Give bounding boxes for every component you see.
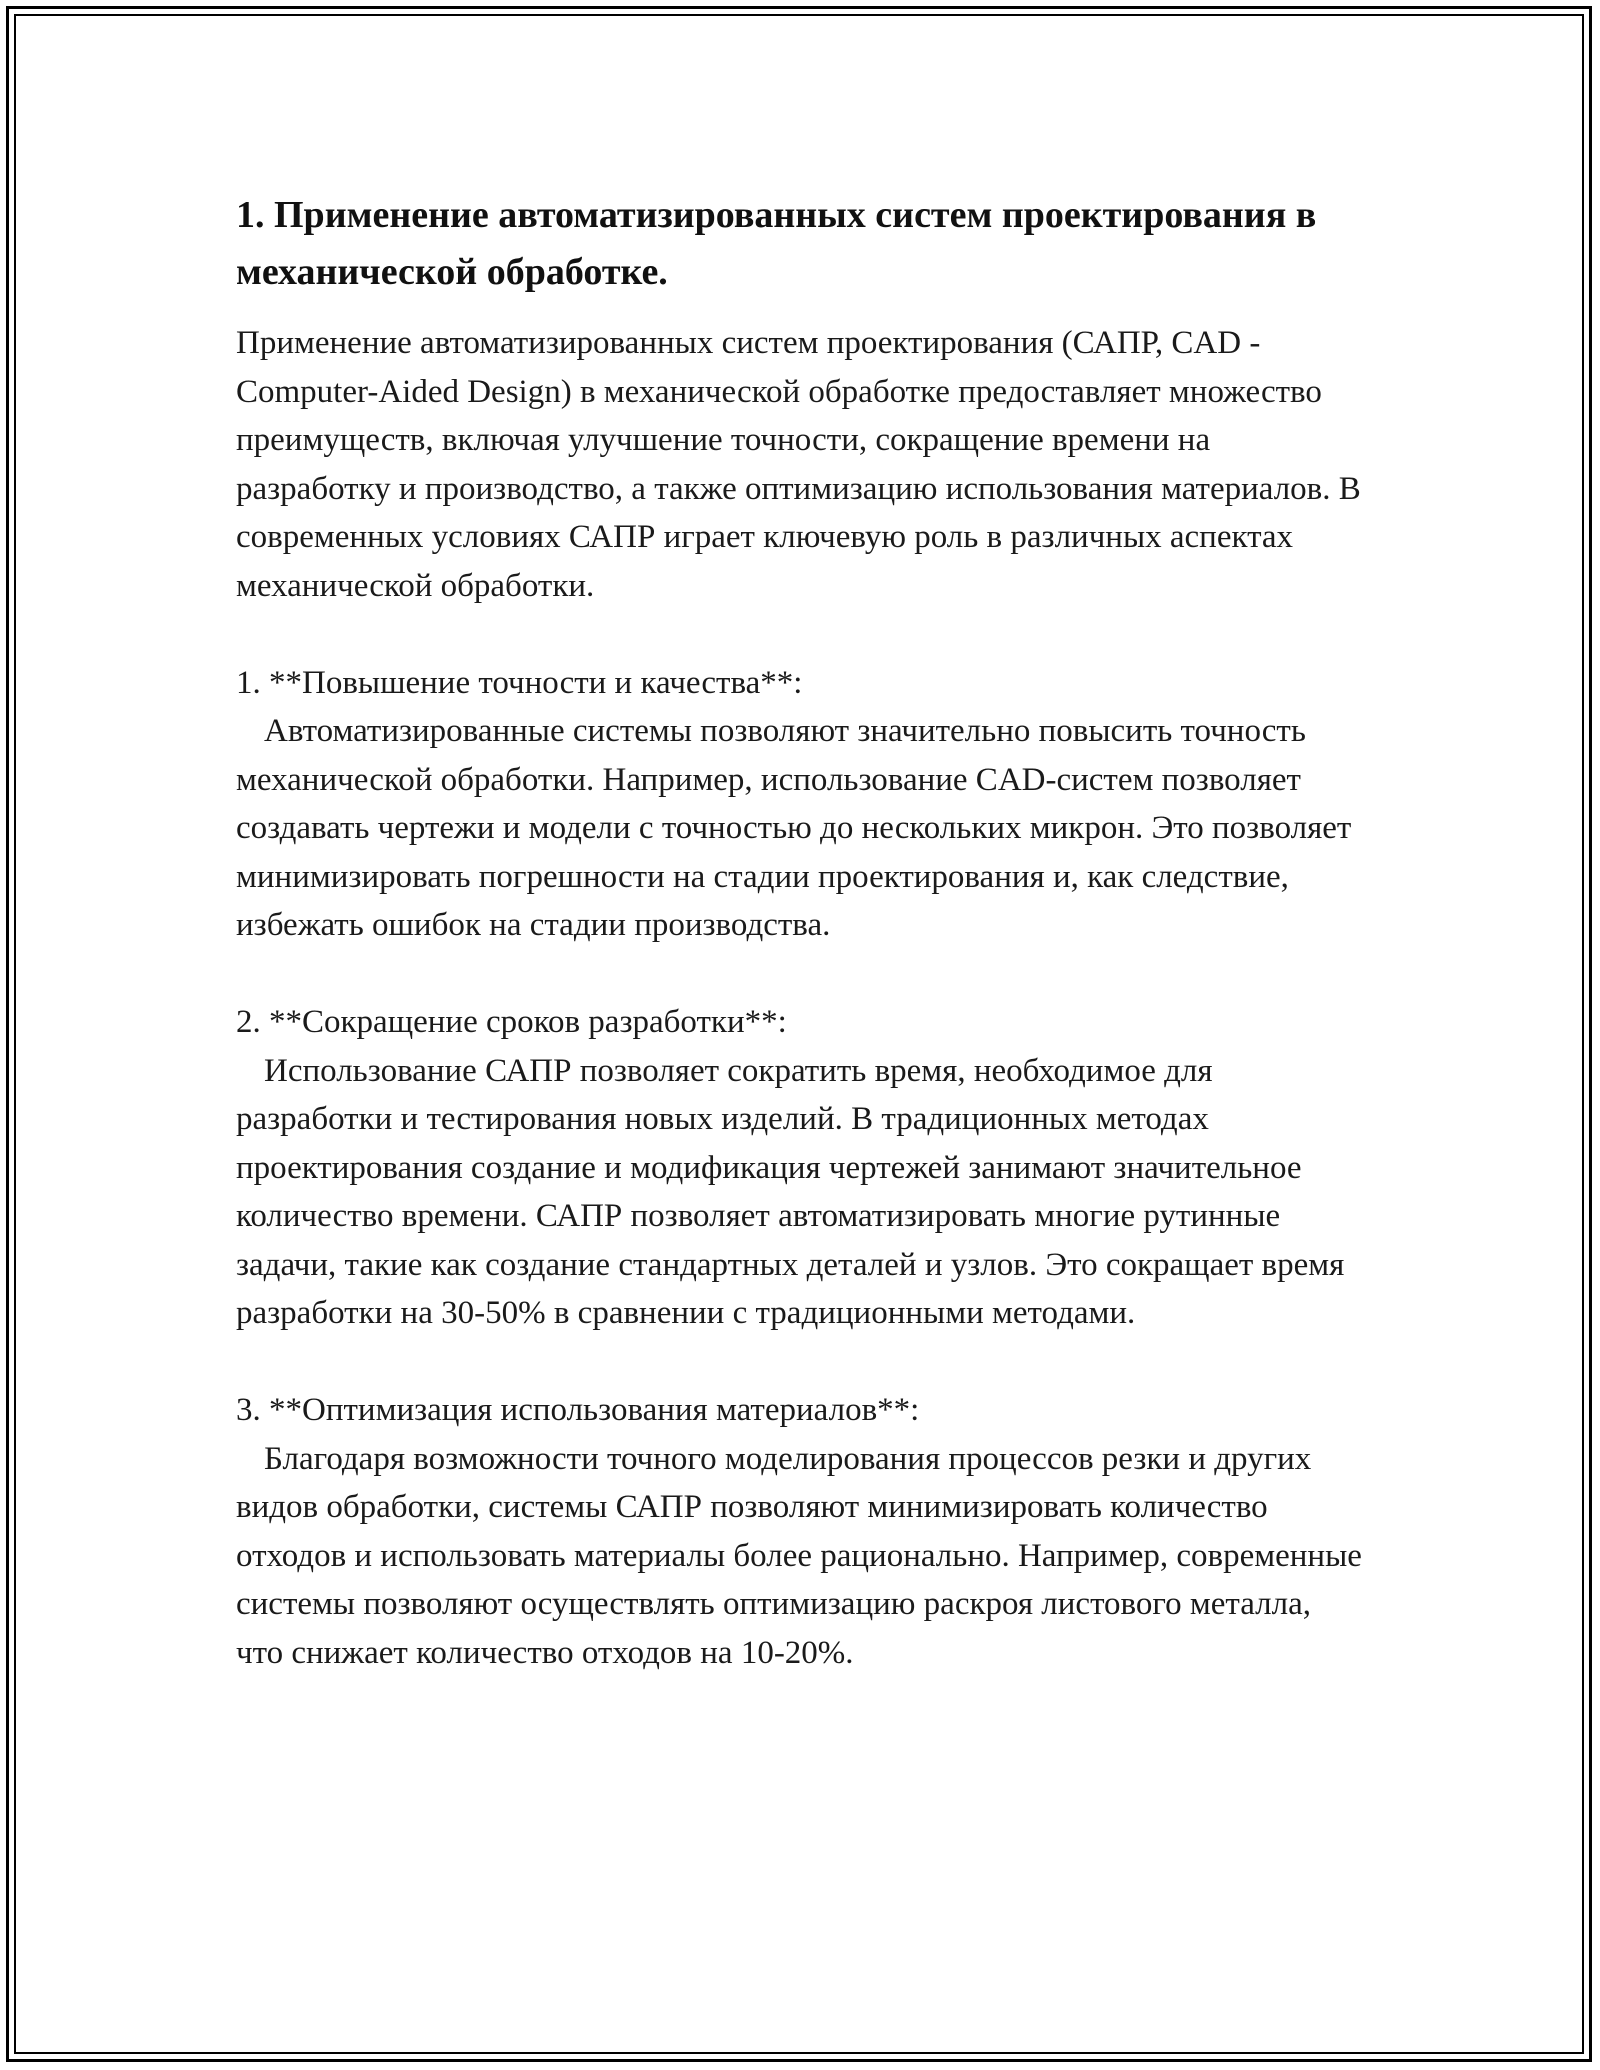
list-item — [236, 998, 1366, 1338]
list-item-body: Благодаря возможности точного моделирования процессов резки и других видов обработки, системы САПР позволяют минимизировать количество отходов и использовать материалы более рационально. Например, современные системы позволяют осуществлять оптимизацию раскроя листового металла, что снижает количество отходов на 10-20%. — [236, 1440, 1362, 1671]
list-item — [236, 1386, 1366, 1677]
list-item-heading: 1. **Повышение точности и качества**: — [236, 664, 803, 701]
document-page — [236, 187, 1366, 1726]
list-item-body: Автоматизированные системы позволяют значительно повысить точность механической обработки. Например, использование CAD-систем позволяет создавать чертежи и модели с точностью до нескольких микрон. Это позволяет минимизировать погрешности на стадии проектирования и, как следствие, избежать ошибок на стадии производства. — [236, 713, 1352, 943]
list-item-heading: 2. **Сокращение сроков разработки**: — [236, 1004, 787, 1040]
intro-paragraph: Применение автоматизированных систем проектирования (САПР, CAD - Computer-Aided Design) в механической обработке предоставляет множество преимуществ, включая улучшение точности, сокращение времени на разработку и производство, а также оптимизацию использования материалов. В современных условиях САПР играет ключевую роль в различных аспектах механической обработки. — [236, 325, 1361, 604]
document-title: 1. Применение автоматизированных систем проектирования в механической обработке. — [236, 194, 1317, 293]
list-item-body: Использование САПР позволяет сократить время, необходимое для разработки и тестирования новых изделий. В традиционных методах проектирования создание и модификация чертежей занимают значительное количество времени. САПР позволяет автоматизировать многие рутинные задачи, такие как создание стандартных деталей и узлов. Это сокращает время разработки на 30-50% в сравнении с традиционными методами. — [236, 1052, 1345, 1331]
list-item-heading: 3. **Оптимизация использования материалов**: — [236, 1392, 920, 1428]
list-item — [236, 659, 1366, 950]
